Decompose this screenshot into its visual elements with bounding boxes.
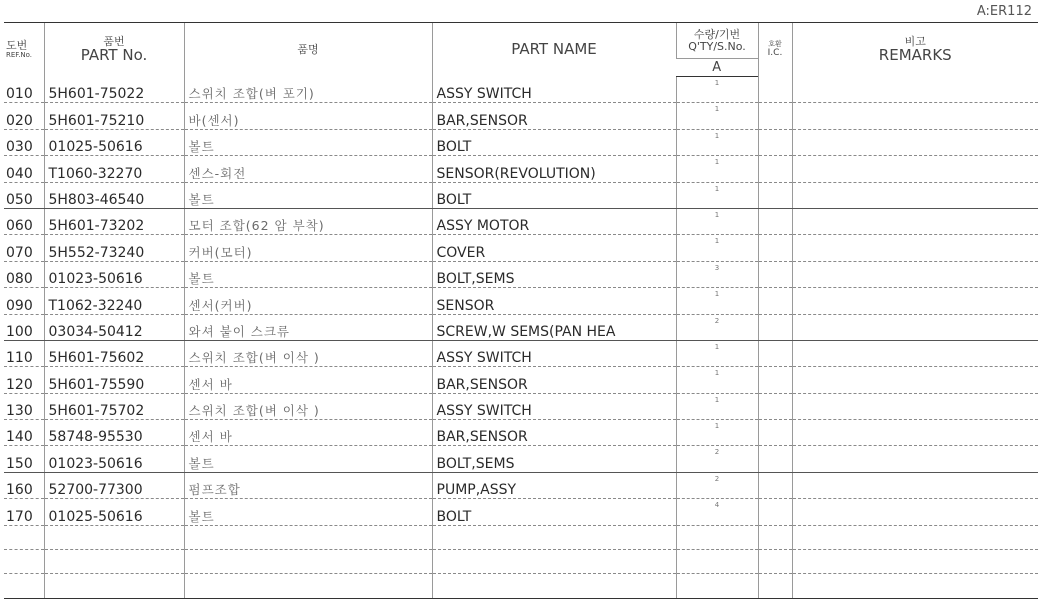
empty-cell <box>4 525 44 549</box>
name-kr-cell: 볼트 <box>184 499 432 525</box>
part-no-cell: T1060-32270 <box>44 156 184 182</box>
qty-cell: 1 <box>676 156 758 182</box>
qty-cell: 2 <box>676 472 758 498</box>
part-name-cell: ASSY SWITCH <box>432 340 676 366</box>
qty-cell: 1 <box>676 340 758 366</box>
header-part-name: PART NAME <box>432 23 676 77</box>
name-kr-cell: 볼트 <box>184 182 432 208</box>
part-no-cell: T1062-32240 <box>44 288 184 314</box>
part-name-cell: ASSY SWITCH <box>432 393 676 419</box>
name-kr-cell: 센서 바 <box>184 367 432 393</box>
remarks-cell <box>792 103 1038 129</box>
part-no-cell: 5H601-75590 <box>44 367 184 393</box>
qty-cell: 1 <box>676 103 758 129</box>
empty-cell <box>758 525 792 549</box>
table-row <box>4 208 1038 234</box>
ref-cell: 020 <box>4 103 44 129</box>
table-row <box>4 367 1038 393</box>
table-row <box>4 499 1038 525</box>
qty-cell: 1 <box>676 367 758 393</box>
ic-cell <box>758 420 792 446</box>
remarks-cell <box>792 288 1038 314</box>
name-kr-cell: 모터 조합(62 암 부착) <box>184 208 432 234</box>
ref-cell: 170 <box>4 499 44 525</box>
ref-cell: 050 <box>4 182 44 208</box>
qty-cell: 2 <box>676 314 758 340</box>
table-row <box>4 393 1038 419</box>
name-kr-cell: 커버(모터) <box>184 235 432 261</box>
remarks-cell <box>792 156 1038 182</box>
name-kr-cell: 볼트 <box>184 446 432 472</box>
part-no-cell: 5H601-75022 <box>44 77 184 103</box>
ic-cell <box>758 208 792 234</box>
part-name-cell: ASSY SWITCH <box>432 77 676 103</box>
empty-cell <box>184 574 432 599</box>
qty-cell: 1 <box>676 393 758 419</box>
part-name-cell: PUMP,ASSY <box>432 472 676 498</box>
remarks-cell <box>792 499 1038 525</box>
empty-cell <box>44 574 184 599</box>
part-name-cell: BAR,SENSOR <box>432 420 676 446</box>
name-kr-cell: 센스-회전 <box>184 156 432 182</box>
header-ic: 호환 I.C. <box>758 23 792 77</box>
empty-cell <box>432 574 676 599</box>
table-row <box>4 235 1038 261</box>
parts-table <box>4 22 1038 599</box>
part-no-cell: 5H601-73202 <box>44 208 184 234</box>
remarks-cell <box>792 235 1038 261</box>
name-kr-cell: 볼트 <box>184 129 432 155</box>
ref-cell: 100 <box>4 314 44 340</box>
empty-cell <box>792 525 1038 549</box>
ref-cell: 140 <box>4 420 44 446</box>
part-name-cell: BOLT,SEMS <box>432 446 676 472</box>
name-kr-cell: 스위치 조합(벼 이삭 ) <box>184 340 432 366</box>
remarks-cell <box>792 261 1038 287</box>
remarks-cell <box>792 420 1038 446</box>
empty-row <box>4 525 1038 549</box>
part-name-cell: BOLT <box>432 182 676 208</box>
part-no-cell: 01025-50616 <box>44 499 184 525</box>
empty-row <box>4 574 1038 599</box>
remarks-cell <box>792 340 1038 366</box>
qty-cell: 1 <box>676 182 758 208</box>
ic-cell <box>758 288 792 314</box>
ic-cell <box>758 340 792 366</box>
ic-cell <box>758 367 792 393</box>
qty-cell: 1 <box>676 208 758 234</box>
empty-cell <box>758 574 792 599</box>
empty-row <box>4 550 1038 574</box>
part-no-cell: 03034-50412 <box>44 314 184 340</box>
ref-cell: 120 <box>4 367 44 393</box>
ic-cell <box>758 103 792 129</box>
qty-cell: 1 <box>676 420 758 446</box>
header-part-no: 품번 PART No. <box>44 23 184 77</box>
part-no-cell: 5H552-73240 <box>44 235 184 261</box>
part-name-cell: BOLT <box>432 129 676 155</box>
empty-cell <box>44 550 184 574</box>
ic-cell <box>758 182 792 208</box>
part-name-cell: ASSY MOTOR <box>432 208 676 234</box>
ic-cell <box>758 261 792 287</box>
part-name-cell: BOLT,SEMS <box>432 261 676 287</box>
ref-cell: 070 <box>4 235 44 261</box>
remarks-cell <box>792 182 1038 208</box>
ic-cell <box>758 235 792 261</box>
part-no-cell: 5H601-75702 <box>44 393 184 419</box>
qty-cell: 1 <box>676 129 758 155</box>
name-kr-cell: 센서(커버) <box>184 288 432 314</box>
ic-cell <box>758 77 792 103</box>
part-no-cell: 01023-50616 <box>44 446 184 472</box>
name-kr-cell: 와셔 붙이 스크류 <box>184 314 432 340</box>
table-row <box>4 420 1038 446</box>
remarks-cell <box>792 314 1038 340</box>
ref-cell: 110 <box>4 340 44 366</box>
part-no-cell: 01025-50616 <box>44 129 184 155</box>
empty-cell <box>792 550 1038 574</box>
part-name-cell: SCREW,W SEMS(PAN HEA <box>432 314 676 340</box>
ic-cell <box>758 393 792 419</box>
ic-cell <box>758 499 792 525</box>
ref-cell: 160 <box>4 472 44 498</box>
qty-cell: 1 <box>676 235 758 261</box>
part-name-cell: SENSOR(REVOLUTION) <box>432 156 676 182</box>
page-code: A:ER112 <box>976 4 1032 19</box>
ic-cell <box>758 314 792 340</box>
name-kr-cell: 스위치 조합(벼 포기) <box>184 77 432 103</box>
empty-cell <box>676 550 758 574</box>
qty-cell: 2 <box>676 446 758 472</box>
ref-cell: 080 <box>4 261 44 287</box>
ref-cell: 030 <box>4 129 44 155</box>
remarks-cell <box>792 129 1038 155</box>
remarks-cell <box>792 77 1038 103</box>
part-name-cell: BAR,SENSOR <box>432 367 676 393</box>
empty-cell <box>4 550 44 574</box>
part-name-cell: SENSOR <box>432 288 676 314</box>
name-kr-cell: 스위치 조합(벼 이삭 ) <box>184 393 432 419</box>
name-kr-cell: 볼트 <box>184 261 432 287</box>
table-row <box>4 156 1038 182</box>
part-name-cell: BOLT <box>432 499 676 525</box>
remarks-cell <box>792 367 1038 393</box>
name-kr-cell: 바(센서) <box>184 103 432 129</box>
header-remarks: 비고 REMARKS <box>792 23 1038 77</box>
empty-cell <box>44 525 184 549</box>
ic-cell <box>758 472 792 498</box>
remarks-cell <box>792 472 1038 498</box>
empty-cell <box>184 550 432 574</box>
remarks-cell <box>792 393 1038 419</box>
ref-cell: 010 <box>4 77 44 103</box>
qty-cell: 1 <box>676 288 758 314</box>
header-qty-sub: A <box>676 59 758 77</box>
name-kr-cell: 펌프조합 <box>184 472 432 498</box>
table-row <box>4 340 1038 366</box>
empty-cell <box>792 574 1038 599</box>
table-row <box>4 77 1038 103</box>
part-name-cell: BAR,SENSOR <box>432 103 676 129</box>
remarks-cell <box>792 446 1038 472</box>
ref-cell: 090 <box>4 288 44 314</box>
empty-cell <box>758 550 792 574</box>
table-row <box>4 472 1038 498</box>
table-row <box>4 446 1038 472</box>
empty-cell <box>432 550 676 574</box>
table-row <box>4 261 1038 287</box>
header-name-kr: 품명 <box>184 23 432 77</box>
name-kr-cell: 센서 바 <box>184 420 432 446</box>
table-row <box>4 129 1038 155</box>
empty-cell <box>4 574 44 599</box>
table-row <box>4 288 1038 314</box>
part-no-cell: 52700-77300 <box>44 472 184 498</box>
empty-cell <box>184 525 432 549</box>
header-ref: 도번 REF.No. <box>4 23 44 77</box>
part-no-cell: 58748-95530 <box>44 420 184 446</box>
ic-cell <box>758 446 792 472</box>
qty-cell: 4 <box>676 499 758 525</box>
ref-cell: 130 <box>4 393 44 419</box>
table-row <box>4 103 1038 129</box>
header-qty: 수량/기번 Q'TY/S.No. <box>676 23 758 59</box>
empty-cell <box>432 525 676 549</box>
part-no-cell: 5H803-46540 <box>44 182 184 208</box>
empty-cell <box>676 525 758 549</box>
table-row <box>4 182 1038 208</box>
qty-cell: 3 <box>676 261 758 287</box>
ref-cell: 060 <box>4 208 44 234</box>
part-no-cell: 01023-50616 <box>44 261 184 287</box>
table-row <box>4 314 1038 340</box>
part-no-cell: 5H601-75210 <box>44 103 184 129</box>
empty-cell <box>676 574 758 599</box>
ref-cell: 150 <box>4 446 44 472</box>
part-no-cell: 5H601-75602 <box>44 340 184 366</box>
ref-cell: 040 <box>4 156 44 182</box>
ic-cell <box>758 129 792 155</box>
remarks-cell <box>792 208 1038 234</box>
qty-cell: 1 <box>676 77 758 103</box>
part-name-cell: COVER <box>432 235 676 261</box>
ic-cell <box>758 156 792 182</box>
